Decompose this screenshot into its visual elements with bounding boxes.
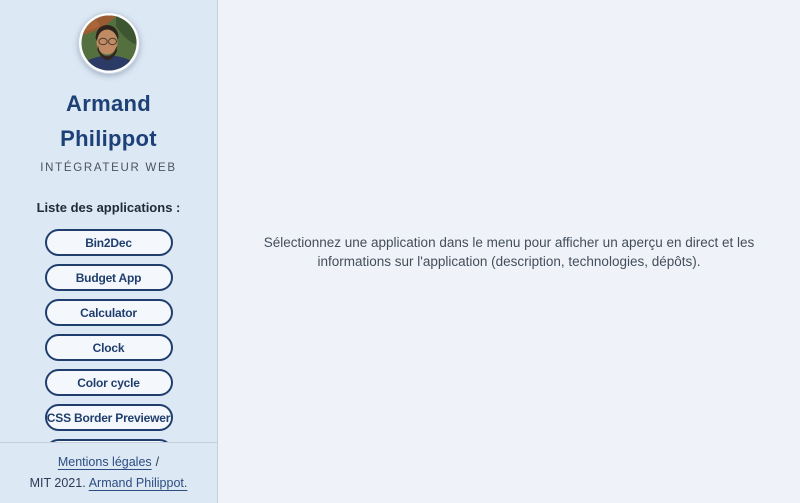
app-nav [0,200,217,442]
empty-state-line1: Sélectionnez une application dans le menu pour afficher un aperçu en direct et les [263,234,755,250]
app-button[interactable] [45,264,173,291]
profile-job-title: INTÉGRATEUR WEB [40,162,177,174]
app-button[interactable] [45,404,173,431]
app-list-item [45,369,173,396]
profile-name [0,86,217,156]
app-list [45,229,173,442]
app-button-label: Budget App [75,270,142,285]
app-button[interactable] [45,299,173,326]
legal-notice-link[interactable]: Mentions légales [57,455,152,469]
avatar [78,12,140,74]
app-list-heading: Liste des applications : [36,200,181,215]
app-list-item [45,404,173,431]
app-list-item [45,299,173,326]
app-button[interactable] [45,229,173,256]
author-link[interactable]: Armand Philippot. [88,476,188,490]
main-content [218,0,800,503]
profile-last-name: Philippot [60,126,157,151]
footer-legal-line [0,452,217,473]
sidebar-footer [0,442,217,503]
footer-license-line [0,473,217,494]
app-button[interactable] [45,334,173,361]
app-list-item [45,229,173,256]
license-text: MIT 2021. [29,476,86,490]
app-button-label: Bin2Dec [85,235,132,250]
sidebar [0,0,218,503]
app-button-label: Calculator [80,305,137,320]
app-list-item [45,264,173,291]
footer-separator: / [155,455,160,469]
avatar-photo [78,12,140,74]
empty-state-line2: informations sur l'application (description, technologies, dépôts). [317,253,701,269]
app-button[interactable] [45,369,173,396]
app-button-label: Color cycle [77,375,140,390]
profile-first-name: Armand [66,91,151,116]
app-list-item [45,334,173,361]
app-button-label: Clock [92,340,125,355]
profile-section [0,0,217,174]
empty-state-message [264,233,755,271]
app-button-label: CSS Border Previewer [46,410,171,425]
